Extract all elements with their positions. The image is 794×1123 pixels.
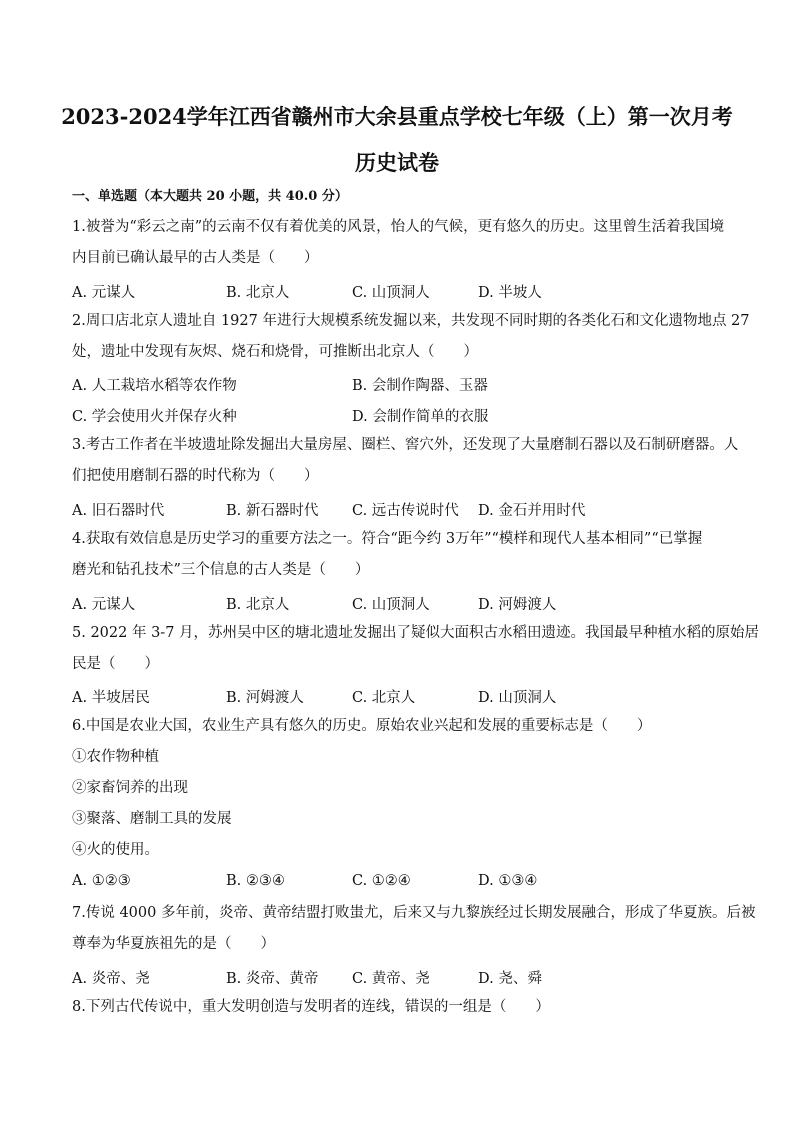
option-a: A. 人工栽培水稻等农作物 xyxy=(72,378,237,394)
option-b: B. ②③④ xyxy=(226,873,285,889)
option-d: D. 河姆渡人 xyxy=(478,597,557,613)
exam-title: 2023-2024学年江西省赣州市大余县重点学校七年级（上）第一次月考 xyxy=(61,104,733,129)
option-d: D. ①③④ xyxy=(478,873,538,889)
option-c: C. 山顶洞人 xyxy=(352,285,430,301)
question-1-line-2: 内目前已确认最早的古人类是（ ） xyxy=(72,250,319,266)
option-d: D. 半坡人 xyxy=(478,285,542,301)
question-3-line-2: 们把使用磨制石器的时代称为（ ） xyxy=(72,468,319,484)
option-c: C. 黄帝、尧 xyxy=(352,971,430,987)
question-6-item-4: ④火的使用。 xyxy=(72,842,159,858)
question-3-line-1: 3.考古工作者在半坡遗址除发掘出大量房屋、圈栏、窖穴外，还发现了大量磨制石器以及石制研磨器。人 xyxy=(72,437,739,453)
option-d: D. 山顶洞人 xyxy=(478,690,557,706)
option-b: B. 河姆渡人 xyxy=(226,690,304,706)
question-4-line-2: 磨光和钻孔技术”三个信息的古人类是（ ） xyxy=(72,562,370,578)
option-a: A. ①②③ xyxy=(72,873,131,889)
option-a: A. 元谋人 xyxy=(72,285,136,301)
question-6-item-1: ①农作物种植 xyxy=(72,749,159,765)
option-a: A. 炎帝、尧 xyxy=(72,971,150,987)
option-c: C. 山顶洞人 xyxy=(352,597,430,613)
question-5-line-2: 民是（ ） xyxy=(72,656,159,672)
question-4-line-1: 4.获取有效信息是历史学习的重要方法之一。符合“距今约 3万年”“模样和现代人基本相同”“已掌握 xyxy=(72,531,703,547)
option-d: D. 会制作简单的衣服 xyxy=(352,409,489,425)
question-5-line-1: 5. 2022 年 3-7 月，苏州吴中区的塘北遗址发掘出了疑似大面积古水稻田遗迹。我国最早种植水稻的原始居 xyxy=(72,625,760,641)
question-2-line-1: 2.周口店北京人遗址自 1927 年进行大规模系统发掘以来，共发现不同时期的各类化石和文化遗物地点 27 xyxy=(72,313,750,329)
question-2-line-2: 处，遗址中发现有灰烬、烧石和烧骨，可推断出北京人（ ） xyxy=(72,344,478,360)
option-d: D. 尧、舜 xyxy=(478,971,542,987)
option-c: C. 学会使用火并保存火种 xyxy=(72,409,237,425)
option-d: D. 金石并用时代 xyxy=(478,503,586,519)
option-c: C. 远古传说时代 xyxy=(352,503,459,519)
option-b: B. 北京人 xyxy=(226,285,290,301)
question-1-line-1: 1.被誉为“彩云之南”的云南不仅有着优美的风景，怡人的气候，更有悠久的历史。这里曾生活着我国境 xyxy=(72,219,725,235)
option-b: B. 新石器时代 xyxy=(226,503,319,519)
option-a: A. 元谋人 xyxy=(72,597,136,613)
option-a: A. 旧石器时代 xyxy=(72,503,165,519)
question-6-line-1: 6.中国是农业大国，农业生产具有悠久的历史。原始农业兴起和发展的重要标志是（ ） xyxy=(72,718,652,734)
exam-subtitle: 历史试卷 xyxy=(355,150,439,175)
option-b: B. 炎帝、黄帝 xyxy=(226,971,319,987)
section-heading: 一、单选题（本大题共 20 小题，共 40.0 分） xyxy=(72,189,348,204)
question-6-item-2: ②家畜饲养的出现 xyxy=(72,780,188,796)
question-7-line-2: 尊奉为华夏族祖先的是（ ） xyxy=(72,936,275,952)
option-b: B. 会制作陶器、玉器 xyxy=(352,378,488,394)
option-a: A. 半坡居民 xyxy=(72,690,150,706)
option-b: B. 北京人 xyxy=(226,597,290,613)
question-6-item-3: ③聚落、磨制工具的发展 xyxy=(72,811,232,827)
question-7-line-1: 7.传说 4000 多年前，炎帝、黄帝结盟打败蚩尤，后来又与九黎族经过长期发展融合，形成了华夏族。后被 xyxy=(72,905,756,921)
question-8-line-1: 8.下列古代传说中，重大发明创造与发明者的连线，错误的一组是（ ） xyxy=(72,999,550,1015)
option-c: C. ①②④ xyxy=(352,873,411,889)
option-c: C. 北京人 xyxy=(352,690,416,706)
